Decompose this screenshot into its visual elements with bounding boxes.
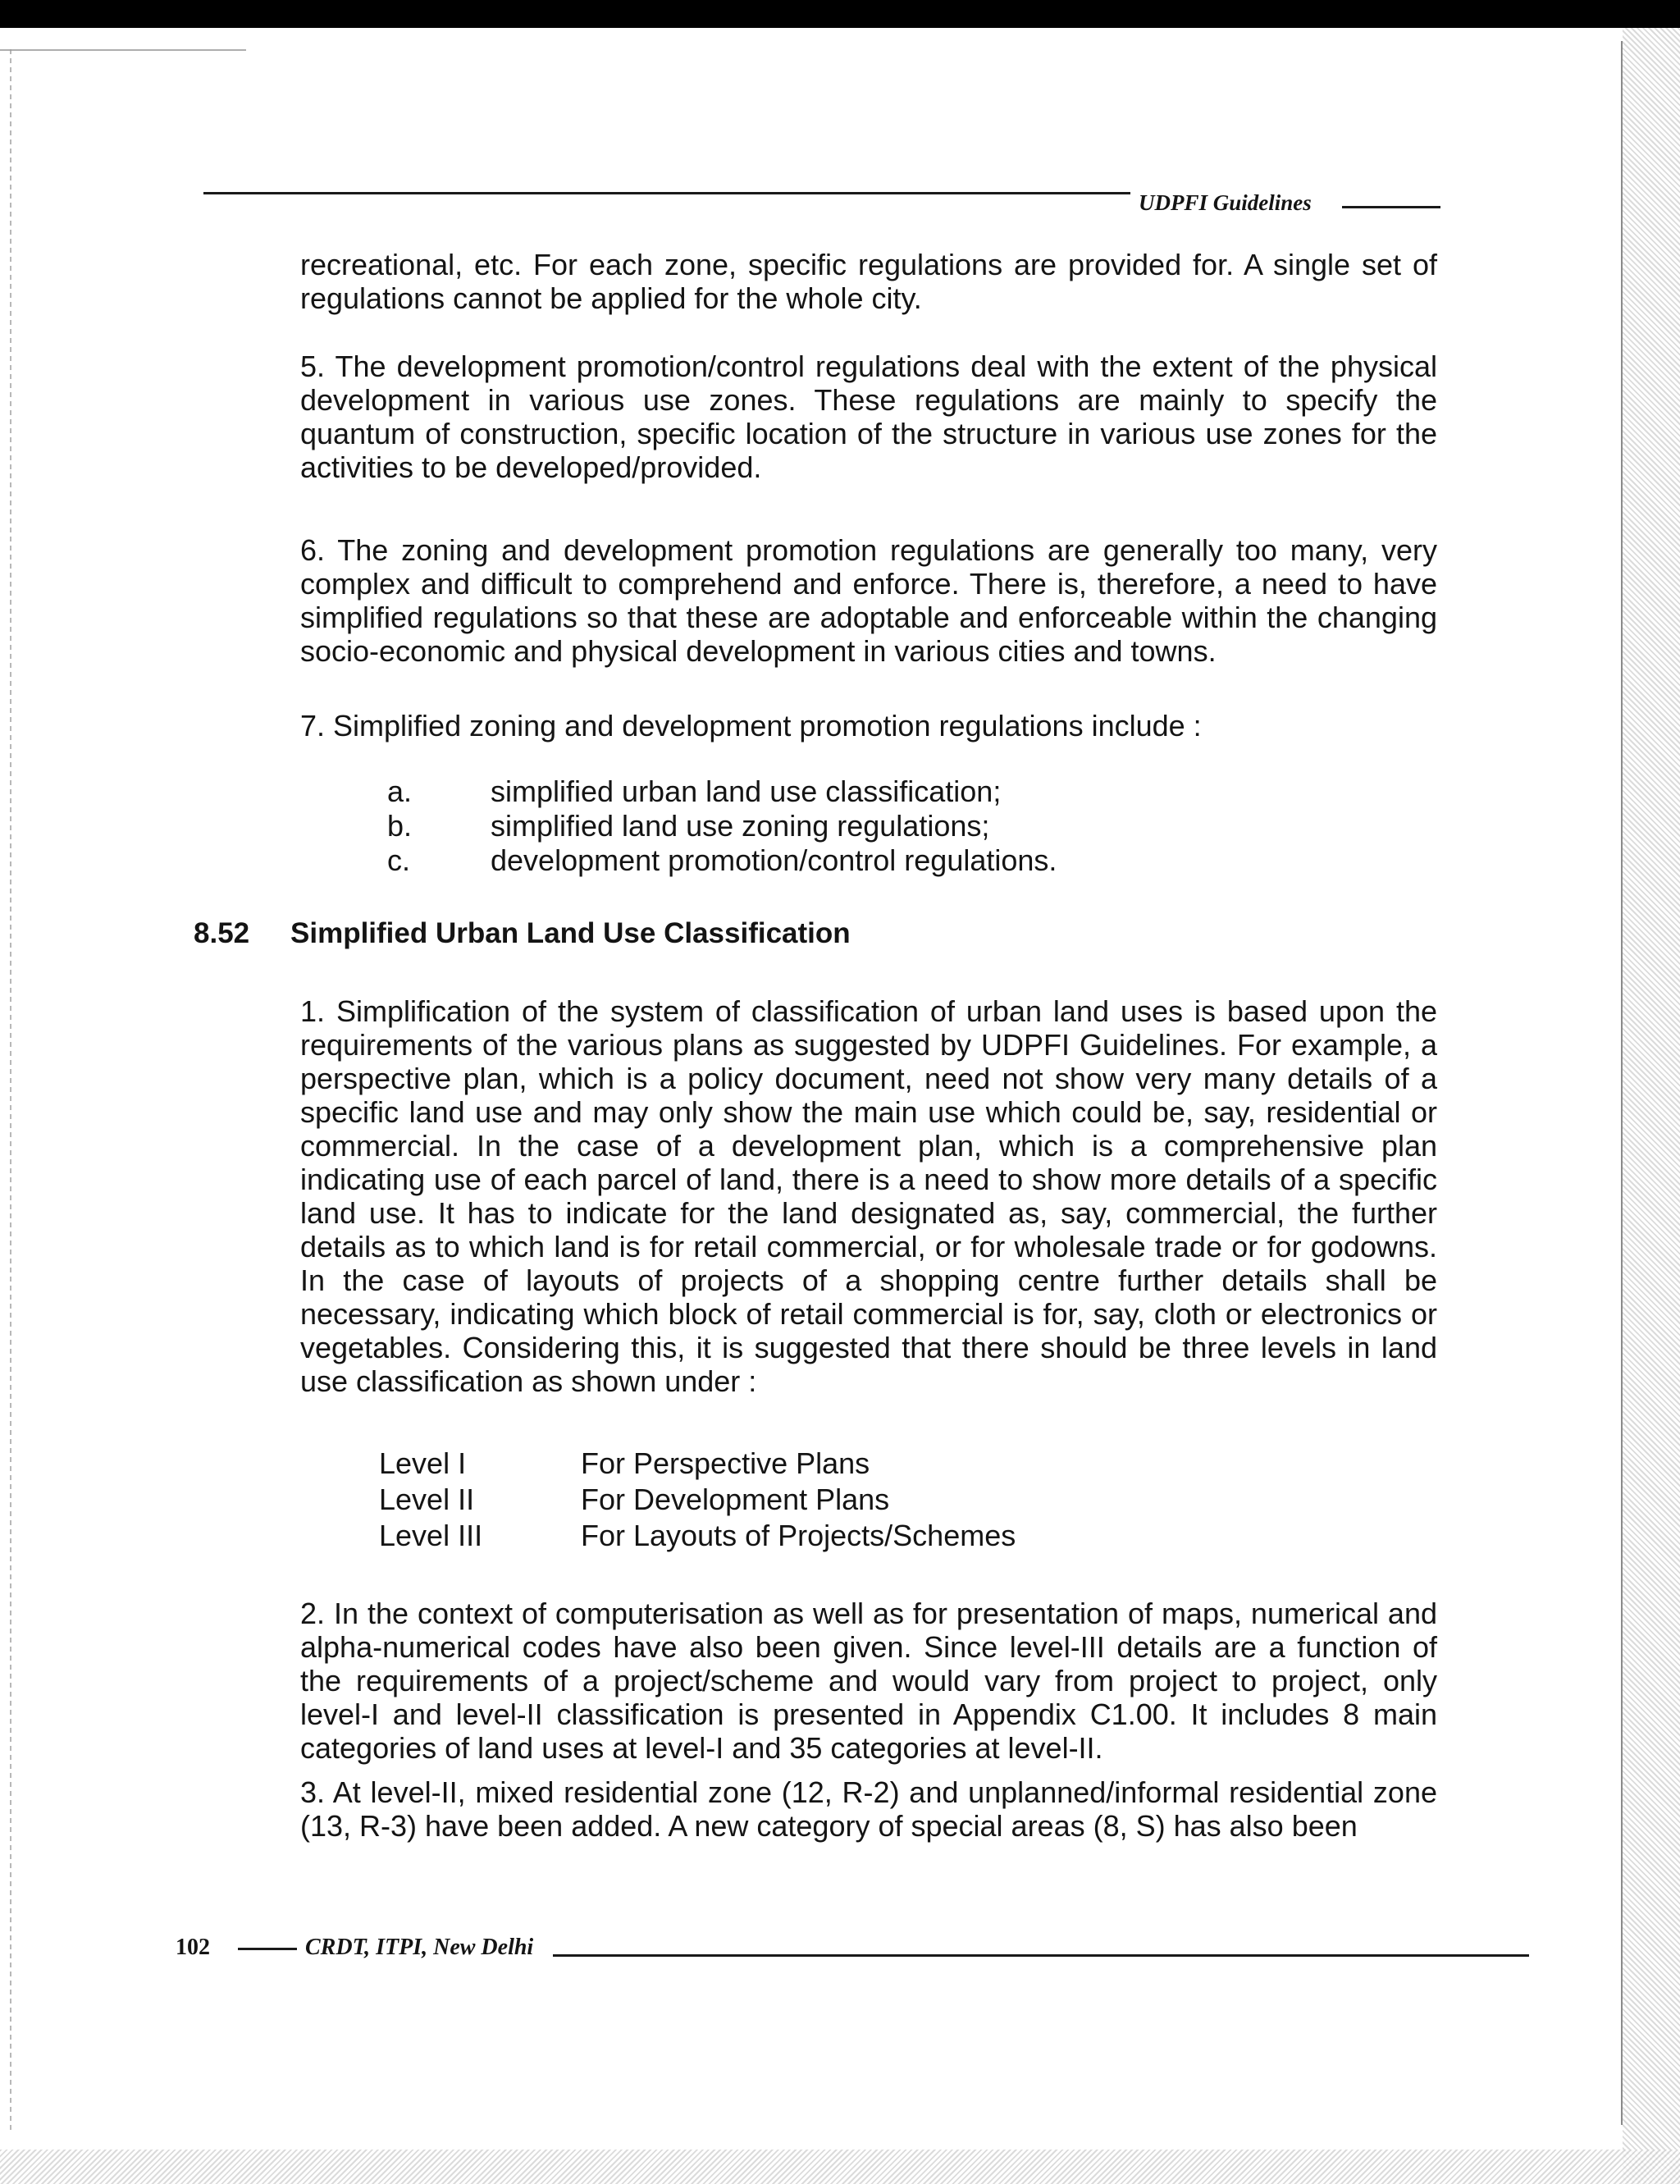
level-description: For Layouts of Projects/Schemes [581, 1519, 1016, 1552]
table-row [379, 1482, 1016, 1518]
list-item-text: simplified land use zoning regulations; [491, 809, 990, 843]
scan-bottom-noise [0, 2150, 1680, 2184]
paragraph-7: 7. Simplified zoning and development promotion regulations include : [300, 709, 1202, 742]
regulations-list [387, 774, 1057, 878]
level-name: Level I [379, 1446, 467, 1480]
page-footer [176, 1935, 1357, 1967]
scan-left-edge [10, 49, 11, 2133]
running-header-title: UDPFI Guidelines [1139, 190, 1312, 215]
table-row [379, 1518, 1016, 1554]
list-marker: a. [387, 774, 413, 808]
list-item [387, 843, 1057, 878]
footer-dash [238, 1948, 297, 1950]
level-name: Level III [379, 1519, 483, 1552]
page-number: 102 [176, 1935, 210, 1960]
scan-artifact-line [0, 49, 246, 51]
scan-top-border [0, 0, 1680, 28]
list-marker: c. [387, 843, 411, 877]
header-rule-left [203, 192, 1130, 194]
section-title: Simplified Urban Land Use Classification [290, 917, 851, 949]
paragraph-continuation: recreational, etc. For each zone, specific regulations are provided for. A single set of regulations cannot be applied for the whole city. [300, 248, 1437, 315]
footer-rule [553, 1954, 1529, 1957]
level-description: For Development Plans [581, 1483, 890, 1516]
section-paragraph-3: 3. At level-II, mixed residential zone (12, R-2) and unplanned/informal residential zone (13, R-3) have been added. A new category of special areas (8, S) has also been [300, 1775, 1437, 1843]
list-item [387, 809, 1057, 843]
paragraph-6: 6. The zoning and development promotion regulations are generally too many, very complex and difficult to comprehend and enforce. There is, therefore, a need to have simplified regulations so that these are adoptable and enforceable within the changing socio-economic and physical development in various cities and towns. [300, 533, 1437, 668]
header-rule-right [1342, 206, 1440, 208]
list-item-text: development promotion/control regulations. [491, 843, 1057, 877]
list-marker: b. [387, 809, 413, 843]
section-paragraph-2: 2. In the context of computerisation as well as for presentation of maps, numerical and alpha-numerical codes have also been given. Since level-III details are a function of the requirements of a project/scheme and would vary from project to project, only level-I and level-II classification is presented in Appendix C1.00. It includes 8 main categories of land uses at level-I and 35 categories at level-II. [300, 1597, 1437, 1765]
list-item [387, 774, 1057, 809]
level-description: For Perspective Plans [581, 1446, 870, 1480]
table-row [379, 1446, 1016, 1482]
levels-table [379, 1446, 1016, 1554]
footer-organization: CRDT, ITPI, New Delhi [305, 1935, 534, 1960]
section-heading [194, 917, 851, 950]
list-item-text: simplified urban land use classification; [491, 774, 1002, 808]
section-number: 8.52 [194, 917, 250, 949]
scan-right-noise [1623, 28, 1680, 2184]
paragraph-5: 5. The development promotion/control regulations deal with the extent of the physical development in various use zones. These regulations are mainly to specify the quantum of construction, specific location of the structure in various use zones for the activities to be developed/provided. [300, 350, 1437, 484]
running-header [203, 190, 1452, 215]
section-paragraph-1: 1. Simplification of the system of classification of urban land uses is based upon the requirements of the various plans as suggested by UDPFI Guidelines. For example, a perspective plan, which is a policy document, need not show very many details of a specific land use and may only show the main use which could be, say, residential or commercial. In the case of a development plan, which is a comprehensive plan indicating use of each parcel of land, there is a need to show more details of a specific land use. It has to indicate for the land designated as, say, commercial, the further details as to which land is for retail commercial, or for wholesale trade or for godowns. In the case of layouts of projects of a shopping centre further details shall be necessary, indicating which block of retail commercial is for, say, cloth or electronics or vegetables. Considering this, it is suggested that there should be three levels in land use classification as shown under : [300, 994, 1437, 1398]
level-name: Level II [379, 1483, 475, 1516]
